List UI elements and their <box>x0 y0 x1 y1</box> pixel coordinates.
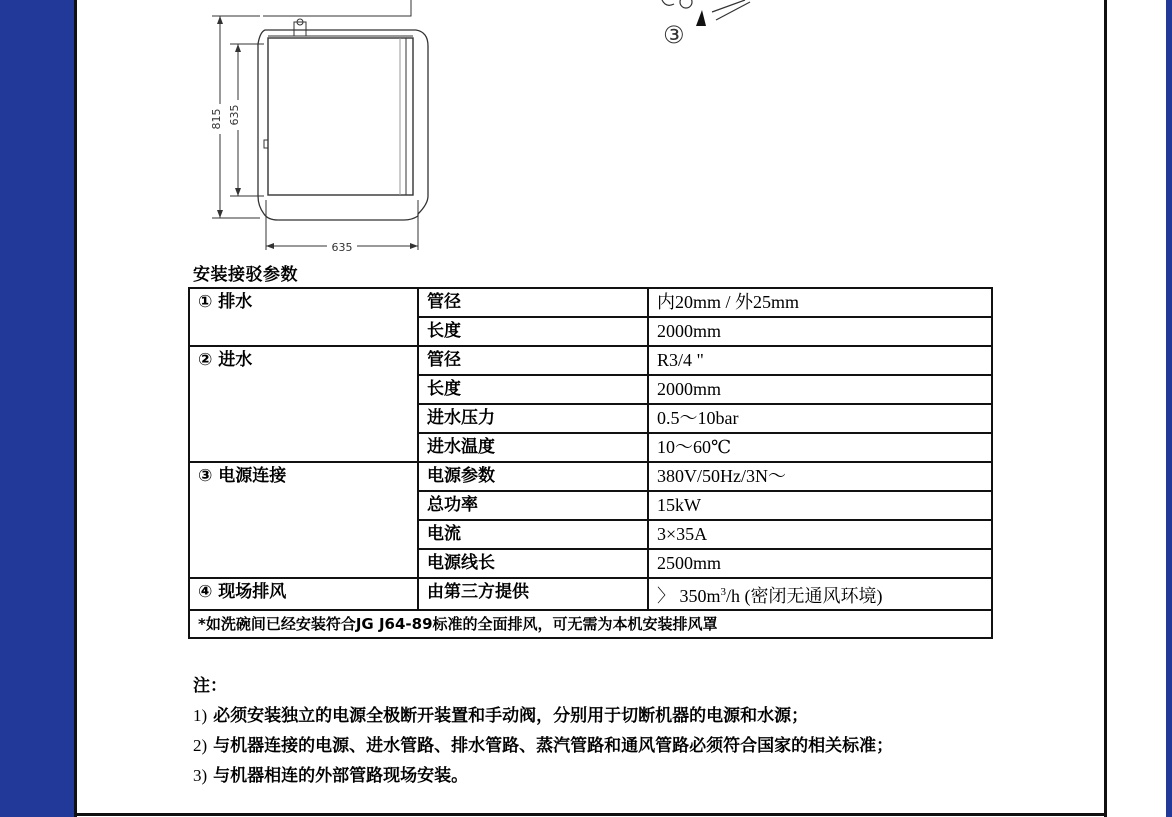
value-cell: 3×35A <box>648 520 992 549</box>
dim-width: 635 <box>331 241 353 254</box>
left-margin-bar <box>0 0 74 817</box>
note-text: 与机器相连的外部管路现场安装。 <box>213 766 469 786</box>
exhaust-value-sup: 3 <box>720 586 727 598</box>
table-footnote: *如洗碗间已经安装符合JG J64-89标准的全面排风，可无需为本机安装排风罩 <box>189 610 992 638</box>
param-cell: 管径 <box>418 288 648 317</box>
note-number: 3) <box>193 766 208 785</box>
param-cell: 总功率 <box>418 491 648 520</box>
note-number: 2) <box>193 736 208 755</box>
right-margin <box>1107 0 1172 817</box>
param-cell: 长度 <box>418 317 648 346</box>
left-border-line <box>74 0 77 817</box>
note-text: 必须安装独立的电源全极断开装置和手动阀，分别用于切断机器的电源和水源； <box>213 706 809 726</box>
group-label-power: ③ 电源连接 <box>189 462 418 578</box>
table-row <box>189 578 992 610</box>
param-cell: 长度 <box>418 375 648 404</box>
exhaust-value-prefix: 〉 350m <box>657 586 721 606</box>
right-margin-bar <box>1166 0 1172 817</box>
table-row <box>189 288 992 317</box>
note-item <box>193 701 893 731</box>
value-cell: 2000mm <box>648 317 992 346</box>
note-text: 与机器连接的电源、进水管路、排水管路、蒸汽管路和通风管路必须符合国家的相关标准； <box>213 736 894 756</box>
value-cell: 内20mm / 外25mm <box>648 288 992 317</box>
value-cell: 2000mm <box>648 375 992 404</box>
value-cell: 2500mm <box>648 549 992 578</box>
note-item <box>193 761 893 791</box>
param-cell: 电流 <box>418 520 648 549</box>
param-cell: 管径 <box>418 346 648 375</box>
param-cell: 电源参数 <box>418 462 648 491</box>
table-row <box>189 462 992 491</box>
table-row <box>189 346 992 375</box>
note-number: 1) <box>193 706 208 725</box>
param-cell: 由第三方提供 <box>418 578 648 610</box>
table-row <box>189 610 992 638</box>
connection-symbol <box>650 0 770 50</box>
group-label-water-inlet: ② 进水 <box>189 346 418 462</box>
top-view-drawing <box>190 0 440 258</box>
value-cell: R3/4 " <box>648 346 992 375</box>
value-cell: 15kW <box>648 491 992 520</box>
dim-height-inner: 635 <box>228 104 241 126</box>
value-cell: 0.5〜10bar <box>648 404 992 433</box>
bottom-border-line <box>74 813 1107 816</box>
param-cell: 进水温度 <box>418 433 648 462</box>
value-cell: 10〜60℃ <box>648 433 992 462</box>
group-label-exhaust: ④ 现场排风 <box>189 578 418 610</box>
section-title: 安装接驳参数 <box>193 265 298 285</box>
triangle-marker-icon <box>696 10 706 26</box>
dim-height-outer: 815 <box>210 108 223 130</box>
param-cell: 进水压力 <box>418 404 648 433</box>
value-cell: 380V/50Hz/3N〜 <box>648 462 992 491</box>
connection-marker: ③ <box>663 21 685 49</box>
value-cell <box>648 578 992 610</box>
connection-parameters-table <box>188 287 993 639</box>
note-item <box>193 731 893 761</box>
notes-title: 注： <box>193 676 227 696</box>
param-cell: 电源线长 <box>418 549 648 578</box>
group-label-drain: ① 排水 <box>189 288 418 346</box>
exhaust-value-suffix: /h (密闭无通风环境) <box>726 586 883 606</box>
notes-block <box>193 672 893 791</box>
